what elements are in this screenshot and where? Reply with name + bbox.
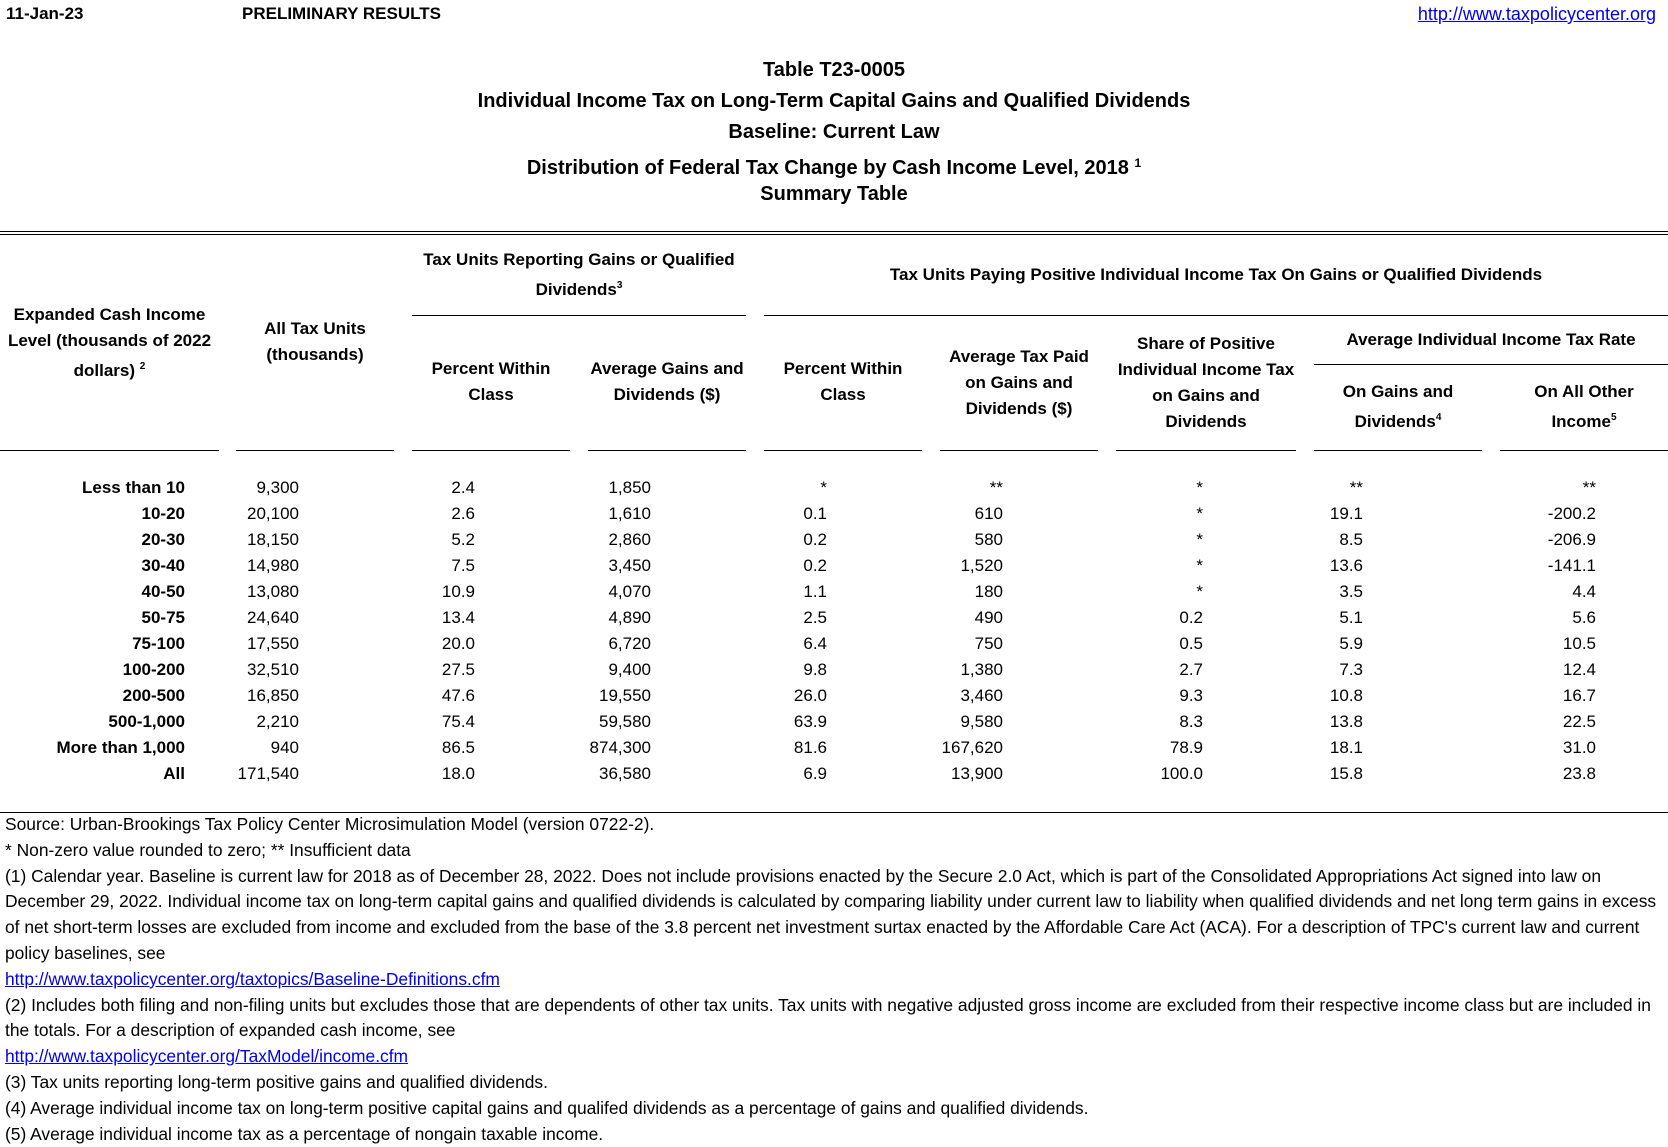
rate-gains-cell: 19.1 [1329,504,1363,523]
rate-other-cell: 23.8 [1562,764,1596,783]
table-row [0,501,1636,527]
pay-avg-cell: 490 [974,608,1003,627]
rate-other-cell: ** [1582,478,1596,497]
rep-pct-cell: 2.4 [451,478,475,497]
footnote-3: (3) Tax units reporting long-term positive gains and qualified dividends. [5,1071,548,1092]
rate-gains-cell: 5.9 [1339,634,1363,653]
income-level-cell: 100-200 [122,660,185,679]
paying-group-rule [764,315,1668,316]
table-row [0,475,1636,501]
rep-pct-cell: 5.2 [451,530,475,549]
share-cell: * [1196,556,1203,575]
rate-other-cell: 4.4 [1572,582,1596,601]
pay-pct-cell: * [820,478,827,497]
rep-pct-cell: 13.4 [441,608,475,627]
legend-note: * Non-zero value rounded to zero; ** Insufficient data [5,839,411,860]
share-cell: 0.2 [1179,608,1203,627]
rate-other-cell: -206.9 [1547,530,1596,549]
rate-gains-cell: 3.5 [1339,582,1363,601]
pay-avg-cell: 610 [974,504,1003,523]
table-row [0,709,1636,735]
rate-gains-cell: 7.3 [1339,660,1363,679]
col-header-rep-avg-gains: Average Gains and Dividends ($) [590,359,744,404]
all-units-cell: 9,300 [256,478,299,497]
share-cell: * [1196,478,1203,497]
table-row [0,553,1636,579]
pay-avg-cell: 9,580 [960,712,1003,731]
pay-avg-cell: 180 [974,582,1003,601]
share-cell: 8.3 [1179,712,1203,731]
share-cell: * [1196,504,1203,523]
all-units-cell: 2,210 [256,712,299,731]
rep-pct-cell: 10.9 [441,582,475,601]
pay-avg-cell: ** [989,478,1003,497]
rep-avg-cell: 874,300 [589,738,651,757]
income-level-cell: 30-40 [141,556,185,575]
rep-avg-cell: 9,400 [608,660,651,679]
income-level-cell: 10-20 [141,504,185,523]
share-cell: 0.5 [1179,634,1203,653]
all-units-cell: 32,510 [247,660,299,679]
rep-pct-cell: 7.5 [451,556,475,575]
income-level-cell: All [163,764,185,783]
rate-other-cell: -141.1 [1547,556,1596,575]
col-rule-rep-pct [412,450,570,451]
col-rule-level [0,450,219,451]
table-id: Table T23-0005 [763,59,905,81]
rate-gains-cell: 10.8 [1329,686,1363,705]
income-level-cell: 40-50 [141,582,185,601]
rep-avg-cell: 19,550 [599,686,651,705]
rep-pct-cell: 75.4 [441,712,475,731]
top-bar [6,4,1656,28]
pay-avg-cell: 167,620 [941,738,1003,757]
share-cell: 100.0 [1160,764,1203,783]
report-date: 11-Jan-23 [6,4,84,23]
data-table [0,475,1636,787]
rep-avg-cell: 2,860 [608,530,651,549]
rep-pct-cell: 2.6 [451,504,475,523]
all-units-cell: 940 [270,738,299,757]
col-header-income-level [0,302,219,384]
share-cell: * [1196,582,1203,601]
source-note: Source: Urban-Brookings Tax Policy Center Microsimulation Model (version 0722-2). [5,814,655,834]
table-title: Individual Income Tax on Long-Term Capital Gains and Qualified Dividends [477,90,1191,112]
footnote-5: (5) Average individual income tax as a percentage of nongain taxable income. [5,1123,604,1144]
footnote-ref-2: 2 [139,361,146,372]
table-row [0,735,1636,761]
share-cell: 78.9 [1169,738,1203,757]
pay-avg-cell: 750 [974,634,1003,653]
rep-avg-cell: 4,890 [608,608,651,627]
pay-pct-cell: 2.5 [803,608,827,627]
rep-avg-cell: 3,450 [608,556,651,575]
pay-pct-cell: 6.9 [803,764,827,783]
rate-other-cell: 12.4 [1562,660,1596,679]
table-row [0,579,1636,605]
rep-pct-cell: 47.6 [441,686,475,705]
header-top-rule [0,231,1668,235]
pay-pct-cell: 63.9 [793,712,827,731]
col-rule-rate-other [1500,450,1668,451]
pay-pct-cell: 0.2 [803,556,827,575]
footnotes [5,812,1660,1147]
all-units-cell: 16,850 [247,686,299,705]
rep-pct-cell: 18.0 [441,764,475,783]
income-definition-link[interactable]: http://www.taxpolicycenter.org/TaxModel/income.cfm [5,1046,409,1067]
col-rule-pay-pct [764,450,922,451]
footnote-1: (1) Calendar year. Baseline is current law for 2018 as of December 28, 2022. Does not include provisions enacted by the Secure 2.0 Act, which is part of the Consolidated Appropriations Act signed into law on December 29, 2022. Individual income tax on long-term capital gains and qualified dividends is calculated by comparing liability under current law to liability when qualified dividends and net long term gains in excess of net short-term losses are excluded from income and excluded from the base of the 3.8 percent net investment surtax enacted by the Affordable Care Act (ACA). For a description of TPC's current law and current policy baselines, see [5,865,1657,963]
rate-gains-cell: 13.8 [1329,712,1363,731]
baseline-definitions-link[interactable]: http://www.taxpolicycenter.org/taxtopics/Baseline-Definitions.cfm [5,968,500,989]
col-header-pay-avg-tax: Average Tax Paid on Gains and Dividends ($) [949,347,1089,418]
pay-avg-cell: 580 [974,530,1003,549]
income-level-cell: Less than 10 [82,478,185,497]
rate-gains-cell: 15.8 [1329,764,1363,783]
table-summary: Summary Table [760,183,908,205]
col-header-rate-other [1500,379,1668,435]
share-cell: 9.3 [1179,686,1203,705]
rep-avg-cell: 59,580 [599,712,651,731]
rate-other-cell: 16.7 [1562,686,1596,705]
rate-other-cell: -200.2 [1547,504,1596,523]
table-row [0,631,1636,657]
all-units-cell: 18,150 [247,530,299,549]
rate-group-rule [1314,364,1668,365]
reporting-group-text: Tax Units Reporting Gains or Qualified Dividends [423,250,735,299]
rate-other-cell: 31.0 [1562,738,1596,757]
rate-other-cell: 10.5 [1562,634,1596,653]
share-cell: 2.7 [1179,660,1203,679]
pay-avg-cell: 13,900 [951,764,1003,783]
col-header-rep-percent: Percent Within Class [431,359,551,404]
rate-other-cell: 5.6 [1572,608,1596,627]
table-row [0,605,1636,631]
pay-avg-cell: 1,380 [960,660,1003,679]
all-units-cell: 171,540 [237,764,299,783]
col-header-pay-share: Share of Positive Individual Income Tax on Gains and Dividends [1117,334,1295,431]
col-header-all-tax-units: All Tax Units (thousands) [264,319,366,364]
rep-avg-cell: 4,070 [608,582,651,601]
rep-avg-cell: 36,580 [599,764,651,783]
table-row [0,527,1636,553]
rate-other-text: On All Other Income [1534,382,1634,431]
rate-gains-cell: ** [1349,478,1363,497]
group-header-paying: Tax Units Paying Positive Individual Income Tax On Gains or Qualified Dividends [889,265,1543,284]
footnote-ref-1: 1 [1134,156,1142,170]
all-units-cell: 17,550 [247,634,299,653]
table-body [0,475,1636,787]
income-level-cell: 50-75 [141,608,185,627]
all-units-cell: 14,980 [247,556,299,575]
rate-other-cell: 22.5 [1562,712,1596,731]
footnote-ref-5: 5 [1610,412,1617,423]
pay-pct-cell: 0.1 [803,504,827,523]
pay-pct-cell: 26.0 [793,686,827,705]
pay-avg-cell: 3,460 [960,686,1003,705]
pay-pct-cell: 9.8 [803,660,827,679]
share-cell: * [1196,530,1203,549]
reporting-group-rule [412,315,746,316]
pay-pct-cell: 6.4 [803,634,827,653]
table-row [0,657,1636,683]
rate-gains-cell: 13.6 [1329,556,1363,575]
table-titles [0,55,1668,210]
footnote-ref-4: 4 [1435,412,1442,423]
distribution-text: Distribution of Federal Tax Change by Cash Income Level, 2018 [526,157,1129,179]
footnote-4: (4) Average individual income tax on long-term positive capital gains and qualifed dividends as a percentage of gains and qualified dividends. [5,1097,1089,1118]
income-level-cell: 75-100 [132,634,185,653]
col-rule-share [1116,450,1296,451]
all-units-cell: 20,100 [247,504,299,523]
col-rule-rep-avg [588,450,746,451]
pay-pct-cell: 0.2 [803,530,827,549]
income-level-cell: 500-1,000 [108,712,185,731]
rep-avg-cell: 1,610 [608,504,651,523]
pay-avg-cell: 1,520 [960,556,1003,575]
table-baseline: Baseline: Current Law [728,121,940,143]
rate-gains-text: On Gains and Dividends [1342,382,1454,431]
col-rule-rate-gains [1314,450,1482,451]
rate-gains-cell: 5.1 [1339,608,1363,627]
rep-pct-cell: 20.0 [441,634,475,653]
table-distribution [0,148,1668,179]
rep-pct-cell: 27.5 [441,660,475,679]
all-units-cell: 13,080 [247,582,299,601]
table-row [0,683,1636,709]
rep-avg-cell: 1,850 [608,478,651,497]
col-header-rate-gains [1314,379,1482,435]
income-level-cell: More than 1,000 [56,738,185,757]
group-header-reporting [412,247,746,303]
col-rule-all-units [236,450,394,451]
group-header-rate: Average Individual Income Tax Rate [1346,330,1636,349]
all-units-cell: 24,640 [247,608,299,627]
income-level-cell: 20-30 [141,530,185,549]
rate-gains-cell: 18.1 [1329,738,1363,757]
income-level-cell: 200-500 [122,686,185,705]
rep-avg-cell: 6,720 [608,634,651,653]
pay-pct-cell: 1.1 [803,582,827,601]
rate-gains-cell: 8.5 [1339,530,1363,549]
footnote-2: (2) Includes both filing and non-filing units but excludes those that are dependents of other tax units. Tax units with negative adjusted gross income are excluded from their respective income class but are included in the totals. For a description of expanded cash income, see [5,994,1651,1041]
table-row [0,761,1636,787]
tpc-website-link[interactable]: http://www.taxpolicycenter.org [1417,4,1656,24]
pay-pct-cell: 81.6 [793,738,827,757]
col-rule-pay-avg [940,450,1098,451]
footnote-ref-3: 3 [616,280,623,291]
income-level-text: Expanded Cash Income Level (thousands of 2022 dollars) [7,305,212,380]
preliminary-label: PRELIMINARY RESULTS [242,4,441,23]
col-header-pay-percent: Percent Within Class [783,359,903,404]
rep-pct-cell: 86.5 [441,738,475,757]
